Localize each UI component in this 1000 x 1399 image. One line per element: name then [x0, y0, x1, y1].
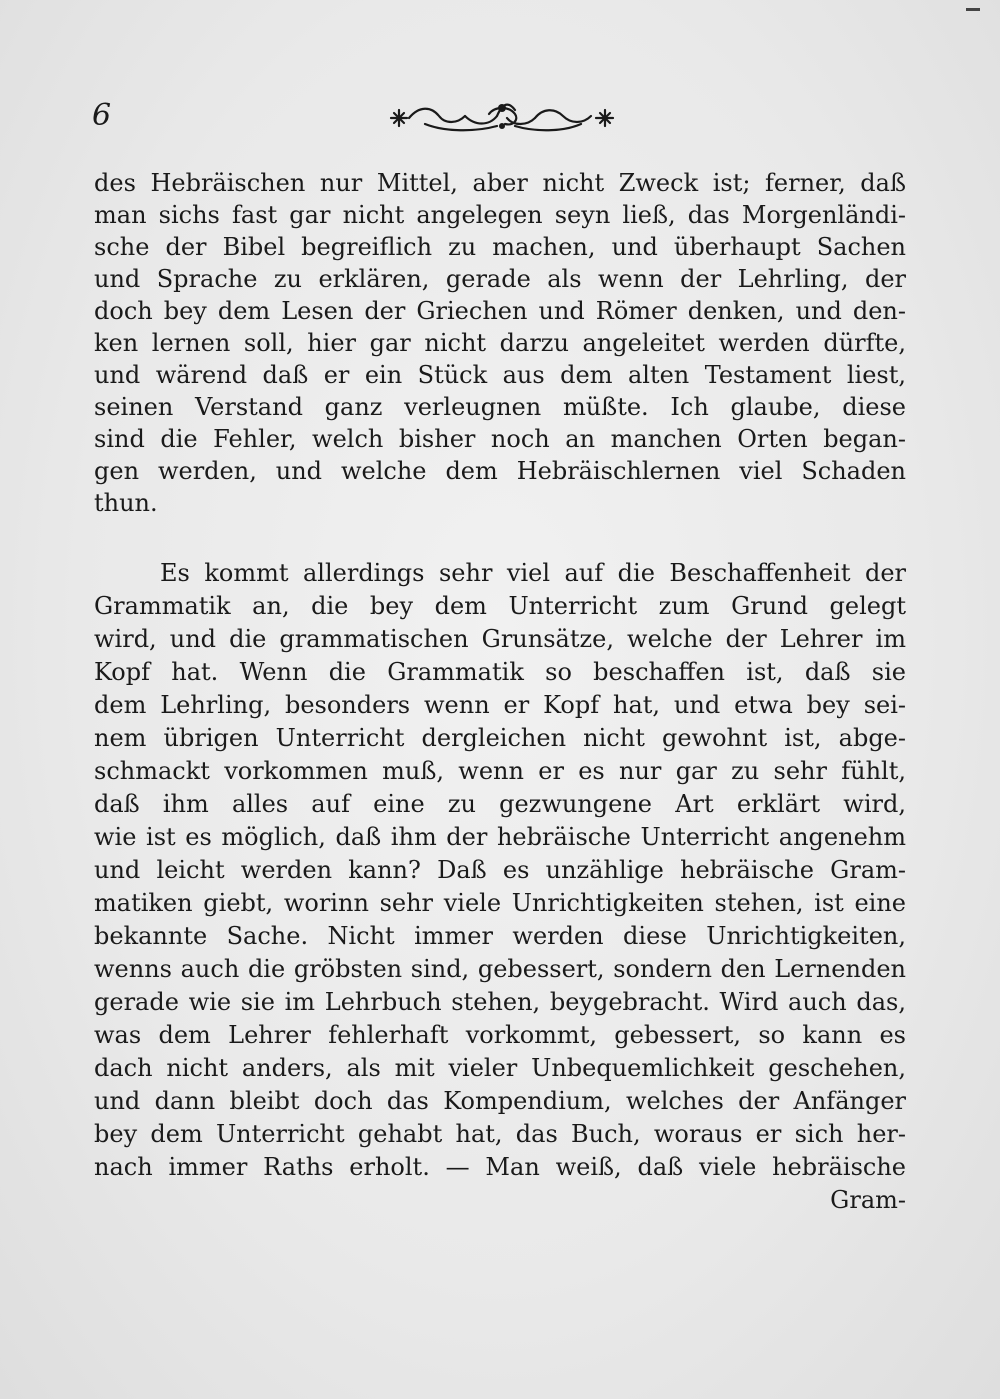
page-number: 6 — [92, 98, 112, 133]
text-line: doch bey dem Lesen der Griechen und Römer denken, und den- — [94, 297, 906, 325]
text-line: Grammatik an, die bey dem Unterricht zum Grund gelegt — [94, 592, 906, 620]
text-line: dem Lehrling, besonders wenn er Kopf hat, und etwa bey sei- — [94, 691, 906, 719]
ornament-icon — [385, 96, 620, 140]
text-line: Es kommt allerdings sehr viel auf die Beschaffenheit der — [160, 559, 906, 587]
text-line: sche der Bibel begreiflich zu machen, und überhaupt Sachen — [94, 233, 906, 261]
corner-mark — [966, 8, 980, 11]
text-line: thun. — [94, 489, 158, 517]
text-line: des Hebräischen nur Mittel, aber nicht Zweck ist; ferner, daß — [94, 169, 906, 197]
text-line: wird, und die grammatischen Grunsätze, welche der Lehrer im — [94, 625, 906, 653]
text-line: und dann bleibt doch das Kompendium, welches der Anfänger — [94, 1087, 906, 1115]
text-line: seinen Verstand ganz verleugnen müßte. Ich glaube, diese — [94, 393, 906, 421]
text-line: bekannte Sache. Nicht immer werden diese Unrichtigkeiten, — [94, 922, 906, 950]
text-line: was dem Lehrer fehlerhaft vorkommt, gebessert, so kann es — [94, 1021, 906, 1049]
text-line: und wärend daß er ein Stück aus dem alten Testament liest, — [94, 361, 906, 389]
text-line: gen werden, und welche dem Hebräischlernen viel Schaden — [94, 457, 906, 485]
text-line: nem übrigen Unterricht dergleichen nicht gewohnt ist, abge- — [94, 724, 906, 752]
text-line: man sichs fast gar nicht angelegen seyn ließ, das Morgenländi- — [94, 201, 906, 229]
text-line: Kopf hat. Wenn die Grammatik so beschaffen ist, daß sie — [94, 658, 906, 686]
text-line: gerade wie sie im Lehrbuch stehen, beygebracht. Wird auch das, — [94, 988, 906, 1016]
text-line: nach immer Raths erholt. — Man weiß, daß viele hebräische — [94, 1153, 906, 1181]
text-line: daß ihm alles auf eine zu gezwungene Art erklärt wird, — [94, 790, 906, 818]
text-line: ken lernen soll, hier gar nicht darzu angeleitet werden dürfte, — [94, 329, 906, 357]
text-line: sind die Fehler, welch bisher noch an manchen Orten began- — [94, 425, 906, 453]
text-line: wie ist es möglich, daß ihm der hebräische Unterricht angenehm — [94, 823, 906, 851]
text-line: dach nicht anders, als mit vieler Unbequemlichkeit geschehen, — [94, 1054, 906, 1082]
catchword: Gram- — [830, 1186, 906, 1214]
text-line: und leicht werden kann? Daß es unzählige hebräische Gram- — [94, 856, 906, 884]
text-line: matiken giebt, worinn sehr viele Unrichtigkeiten stehen, ist eine — [94, 889, 906, 917]
text-line: und Sprache zu erklären, gerade als wenn der Lehrling, der — [94, 265, 906, 293]
text-line: wenns auch die gröbsten sind, gebessert, sondern den Lernenden — [94, 955, 906, 983]
text-line: bey dem Unterricht gehabt hat, das Buch, woraus er sich her- — [94, 1120, 906, 1148]
text-line: schmackt vorkommen muß, wenn er es nur gar zu sehr fühlt, — [94, 757, 906, 785]
